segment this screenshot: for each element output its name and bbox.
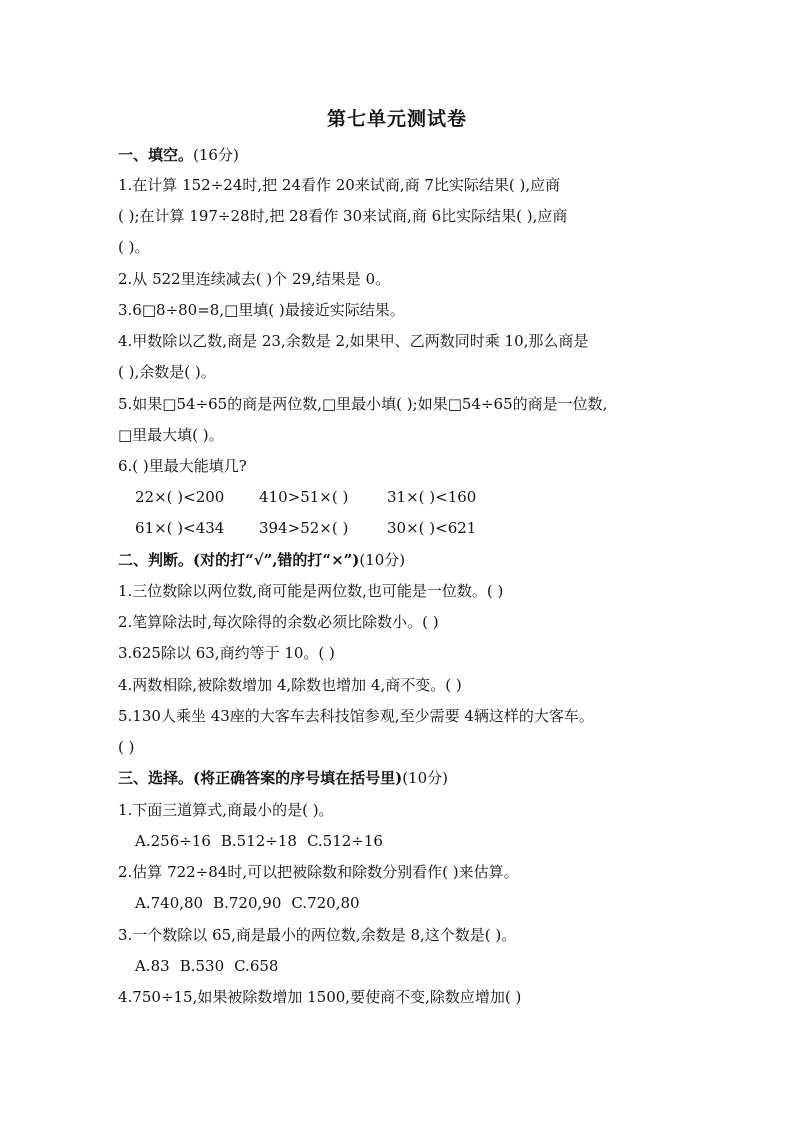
section-points: (16分) [193,146,239,164]
option-row [135,831,393,851]
inequality-item: 22×( )<200 [135,488,225,506]
question-text: ( )。 [118,238,150,256]
option-row [135,893,370,913]
section-heading-text: 二、判断。(对的打“√”,错的打“×”) [118,551,360,569]
question-text: 3.一个数除以 65,商是最小的两位数,余数是 8,这个数是( )。 [118,926,517,944]
inequality-item: 30×( )<621 [387,519,477,537]
section-points: (10分) [402,769,448,787]
question-text: 6.( )里最大能填几? [118,457,247,475]
inequality-row [135,487,476,507]
section-heading-text: 一、填空。 [118,146,194,164]
question-text: 1.下面三道算式,商最小的是( )。 [118,801,334,819]
question-text: □里最大填( )。 [118,426,224,444]
option-c: C.512÷16 [306,832,383,850]
option-b: B.720,90 [213,894,282,912]
question-text: 2.估算 722÷84时,可以把被除数和除数分别看作( )来估算。 [118,863,519,881]
question-text: 3.625除以 63,商约等于 10。( ) [118,644,335,662]
section-heading-text: 三、选择。(将正确答案的序号填在括号里) [118,769,403,787]
inequality-row [135,518,476,538]
question-text: 3.6□8÷80=8,□里填( )最接近实际结果。 [118,301,405,319]
question-text: ( ) [118,738,135,756]
option-c: C.720,80 [291,894,360,912]
question-text: 4.750÷15,如果被除数增加 1500,要使商不变,除数应增加( ) [118,988,522,1006]
option-a: A.256÷16 [135,832,211,850]
inequality-item: 410>51×( ) [259,488,349,506]
question-text: 1.三位数除以两位数,商可能是两位数,也可能是一位数。( ) [118,582,504,600]
section-heading-judge [118,550,405,570]
option-b: B.512÷18 [220,832,297,850]
inequality-item: 31×( )<160 [387,488,477,506]
option-a: A.740,80 [135,894,204,912]
question-text: 2.笔算除法时,每次除得的余数必须比除数小。( ) [118,613,439,631]
option-a: A.83 [135,957,170,975]
option-b: B.530 [179,957,225,975]
question-text: 5.如果□54÷65的商是两位数,□里最小填( );如果□54÷65的商是一位数, [118,395,608,413]
question-text: 5.130人乘坐 43座的大客车去科技馆参观,至少需要 4辆这样的大客车。 [118,707,594,725]
question-text: ( ),余数是( )。 [118,363,216,381]
inequality-item: 394>52×( ) [259,519,349,537]
section-heading-fill [118,145,239,165]
question-text: 1.在计算 152÷24时,把 24看作 20来试商,商 7比实际结果( ),应商 [118,176,561,194]
option-c: C.658 [234,957,279,975]
section-heading-choice [118,768,448,788]
question-text: 2.从 522里连续减去( )个 29,结果是 0。 [118,270,391,288]
option-row [135,956,288,976]
question-text: 4.两数相除,被除数增加 4,除数也增加 4,商不变。( ) [118,676,462,694]
inequality-item: 61×( )<434 [135,519,225,537]
page-title: 第七单元测试卷 [326,108,467,130]
section-points: (10分) [359,551,406,569]
question-text: ( );在计算 197÷28时,把 28看作 30来试商,商 6比实际结果( ),应商 [118,207,568,225]
question-text: 4.甲数除以乙数,商是 23,余数是 2,如果甲、乙两数同时乘 10,那么商是 [118,332,589,350]
